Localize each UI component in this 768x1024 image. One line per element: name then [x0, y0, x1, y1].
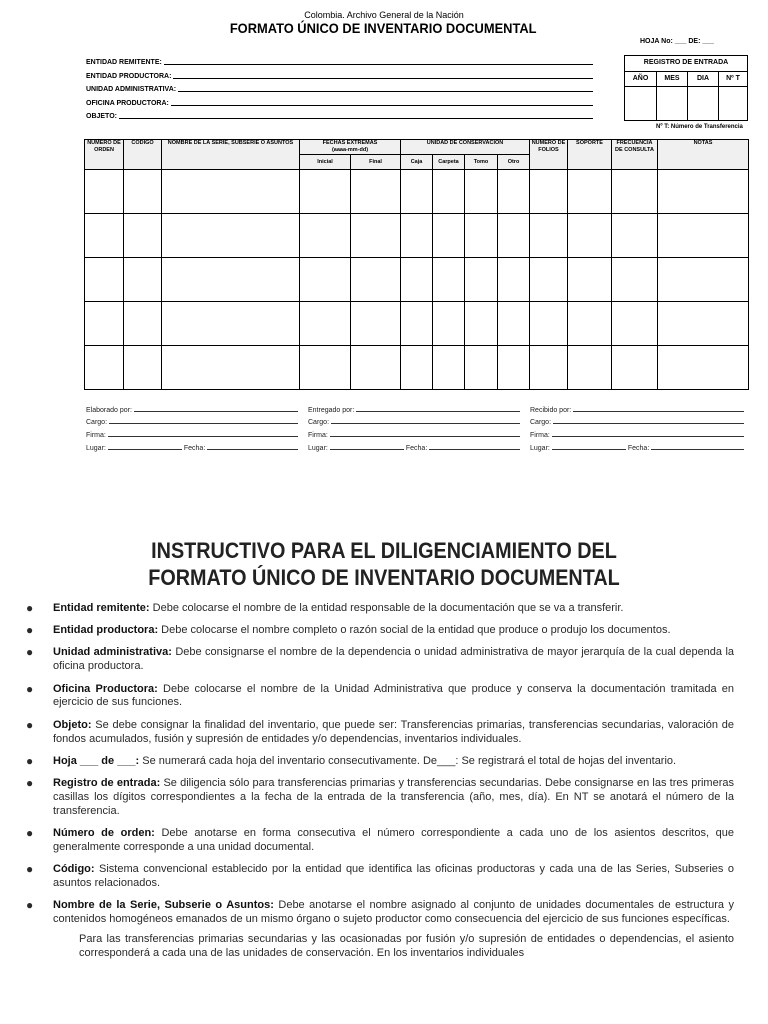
table-cell[interactable]: [351, 170, 401, 214]
instructivo-title-line2: FORMATO ÚNICO DE INVENTARIO DOCUMENTAL: [148, 565, 620, 590]
table-cell[interactable]: [300, 214, 351, 258]
table-cell[interactable]: [658, 302, 749, 346]
table-cell[interactable]: [498, 170, 530, 214]
list-item: [26, 899, 734, 927]
bullet-icon: ●: [26, 601, 34, 615]
table-cell[interactable]: [85, 258, 124, 302]
field-line: [171, 105, 593, 106]
bullet-icon: ●: [26, 862, 34, 877]
table-cell[interactable]: [124, 302, 162, 346]
signature-block-elaborado: [86, 401, 300, 452]
sig-firma-label: Firma:: [530, 432, 550, 440]
hoja-field: HOJA No: ___ DE: ___: [640, 38, 715, 45]
sig-role-label: Elaborado por:: [86, 406, 132, 414]
signature-block-entregado: [308, 401, 522, 452]
sig-firma-label: Firma:: [308, 432, 328, 440]
sig-role-label: Entregado por:: [308, 406, 355, 414]
field-label: UNIDAD ADMINISTRATIVA:: [86, 86, 177, 93]
item-term: Código:: [53, 863, 95, 876]
table-cell[interactable]: [658, 170, 749, 214]
table-cell[interactable]: [162, 214, 300, 258]
table-cell[interactable]: [300, 170, 351, 214]
item-term: Oficina Productora:: [53, 682, 158, 695]
item-term: Objeto:: [53, 718, 92, 731]
table-cell[interactable]: [85, 170, 124, 214]
table-cell[interactable]: [401, 346, 433, 390]
item-term: Número de orden:: [53, 826, 155, 839]
table-cell[interactable]: [433, 346, 465, 390]
table-cell[interactable]: [530, 214, 568, 258]
table-cell[interactable]: [530, 170, 568, 214]
cell-mes: [657, 87, 688, 120]
table-cell[interactable]: [401, 170, 433, 214]
item-text: Debe consignarse el nombre de la dependencia o unidad administrativa de mayor jerarquía de la cual dependa la oficina productora.: [53, 646, 734, 673]
header-numero-folios: NUMERO DE FOLIOS: [530, 140, 568, 170]
header-caja: Caja: [401, 155, 433, 170]
bullet-icon: ●: [26, 898, 34, 913]
table-cell[interactable]: [85, 346, 124, 390]
cell-ano: [625, 87, 657, 120]
table-cell[interactable]: [300, 302, 351, 346]
sig-cargo-label: Cargo:: [308, 419, 330, 427]
table-cell[interactable]: [465, 302, 498, 346]
col-dia: DIA: [688, 72, 719, 87]
header-carpeta: Carpeta: [433, 155, 465, 170]
item-text: Debe colocarse el nombre de la entidad responsable de la documentación que se va a transferir.: [149, 602, 624, 614]
table-cell[interactable]: [465, 346, 498, 390]
sig-line: [573, 411, 744, 412]
table-cell[interactable]: [124, 346, 162, 390]
table-cell[interactable]: [658, 258, 749, 302]
table-cell[interactable]: [300, 258, 351, 302]
table-row: [85, 258, 749, 302]
item-term: Entidad productora:: [53, 624, 159, 637]
table-cell[interactable]: [85, 302, 124, 346]
sig-line: [553, 423, 744, 424]
bullet-icon: ●: [26, 775, 34, 790]
sig-line: [330, 436, 520, 437]
item-term: Unidad administrativa:: [53, 646, 172, 659]
inventory-rows: [85, 170, 749, 390]
table-cell[interactable]: [124, 170, 162, 214]
objeto-field: [86, 109, 593, 120]
col-ano: AÑO: [625, 72, 657, 87]
unidad-administrativa-field: [86, 82, 593, 93]
field-label: ENTIDAD REMITENTE:: [86, 59, 162, 66]
col-mes: MES: [657, 72, 688, 87]
table-cell[interactable]: [351, 302, 401, 346]
table-cell[interactable]: [568, 346, 612, 390]
list-item: [26, 683, 734, 711]
archive-subtitle: Colombia. Archivo General de la Nación: [304, 10, 464, 20]
sig-line: [429, 449, 520, 450]
list-item: [26, 827, 734, 855]
cell-nt: [719, 87, 747, 120]
nt-note: Nº T: Número de Transferencia: [656, 124, 743, 130]
sig-firma-label: Firma:: [86, 432, 106, 440]
sig-cargo-label: Cargo:: [86, 419, 108, 427]
table-cell[interactable]: [401, 302, 433, 346]
table-cell[interactable]: [612, 170, 658, 214]
sig-line: [108, 436, 298, 437]
table-cell[interactable]: [498, 302, 530, 346]
table-cell[interactable]: [612, 258, 658, 302]
list-item: [26, 646, 734, 674]
registro-title: REGISTRO DE ENTRADA: [625, 56, 747, 72]
item-text: Se debe consignar la finalidad del inventario, que puede ser: Transferencias primarias, transferencias secundarias, valoración de fondos acumulados, fusión y supresión de entidades y/o dependencias, inventarios individuales.: [53, 718, 734, 745]
table-cell[interactable]: [465, 258, 498, 302]
header-notas: NOTAS: [658, 140, 749, 170]
registro-entrada-box: [624, 55, 748, 121]
form-title: FORMATO ÚNICO DE INVENTARIO DOCUMENTAL: [229, 20, 537, 36]
header-otro: Otro: [498, 155, 530, 170]
list-item: [26, 624, 734, 638]
header-soporte: SOPORTE: [568, 140, 612, 170]
item-text: Debe anotarse el nombre asignado al conjunto de unidades documentales de estructura y contenidos homogéneos emanados de un mismo órgano o sujeto productor como consecuencia del ejercicio de sus funciones específicas.: [53, 899, 734, 926]
table-cell[interactable]: [401, 258, 433, 302]
instructivo-title-line1: INSTRUCTIVO PARA EL DILIGENCIAMIENTO DEL: [151, 538, 617, 563]
trailing-paragraph: Para las transferencias primarias secundarias y las ocasionadas por fusión y/o supresión de entidades o dependencias, el asiento corresponderá a cada una de las unidades de conservación. En los inventarios individuales: [79, 933, 734, 960]
table-row: [85, 214, 749, 258]
sig-line: [207, 449, 298, 450]
sig-role-label: Recibido por:: [530, 406, 572, 414]
instructivo-title: [0, 537, 768, 591]
sig-line: [356, 411, 520, 412]
table-cell[interactable]: [162, 258, 300, 302]
fechas-label: FECHAS EXTREMAS: [322, 140, 378, 146]
list-item: [26, 602, 734, 616]
item-text: Se numerará cada hoja del inventario consecutivamente. De___: Se registrará el total de hojas del inventario.: [139, 754, 677, 767]
table-cell[interactable]: [433, 302, 465, 346]
item-text: Debe anotarse en forma consecutiva el número correspondiente a cada uno de los asientos descritos, que generalmente corresponde a una unidad documental.: [53, 826, 734, 853]
table-cell[interactable]: [300, 346, 351, 390]
table-cell[interactable]: [124, 258, 162, 302]
sig-line: [108, 449, 182, 450]
sig-line: [134, 411, 298, 412]
item-text: Sistema convencional establecido por la entidad que identifica las oficinas productoras y cada una de las Series, Subseries o asuntos relacionados.: [53, 863, 734, 889]
sig-fecha-label: Fecha:: [183, 444, 206, 452]
field-label: OBJETO:: [86, 113, 117, 120]
table-cell[interactable]: [568, 302, 612, 346]
table-row: [85, 302, 749, 346]
table-cell[interactable]: [433, 258, 465, 302]
list-item: [26, 755, 734, 769]
table-cell[interactable]: [612, 346, 658, 390]
bullet-icon: ●: [26, 753, 34, 768]
table-cell[interactable]: [498, 214, 530, 258]
item-text: Debe colocarse el nombre de la Unidad Administrativa que produce y conserva la documentación tramitada en ejercicio de sus funciones.: [53, 682, 735, 709]
table-cell[interactable]: [351, 346, 401, 390]
table-cell[interactable]: [465, 170, 498, 214]
bullet-icon: ●: [26, 623, 34, 638]
sig-cargo-label: Cargo:: [530, 419, 552, 427]
field-label: OFICINA PRODUCTORA:: [86, 99, 169, 107]
table-cell[interactable]: [351, 214, 401, 258]
cell-dia: [688, 87, 719, 120]
sig-fecha-label: Fecha:: [627, 444, 650, 452]
table-cell[interactable]: [162, 170, 300, 214]
entidad-productora-field: [86, 69, 593, 80]
item-term: Entidad remitente:: [53, 602, 150, 614]
header-fechas-extremas: [300, 140, 401, 155]
table-cell[interactable]: [568, 170, 612, 214]
instructivo-list: [26, 602, 734, 961]
header-final: Final: [351, 155, 401, 170]
field-line: [119, 118, 593, 119]
entidad-remitente-field: [86, 55, 593, 66]
sig-fecha-label: Fecha:: [405, 444, 428, 452]
table-cell[interactable]: [530, 258, 568, 302]
header-inicial: Inicial: [300, 155, 351, 170]
sig-line: [552, 436, 744, 437]
sig-lugar-label: Lugar:: [86, 444, 106, 452]
table-cell[interactable]: [612, 214, 658, 258]
table-cell[interactable]: [498, 258, 530, 302]
bullet-icon: ●: [26, 717, 34, 732]
table-cell[interactable]: [530, 302, 568, 346]
table-cell[interactable]: [658, 346, 749, 390]
fechas-format: (aaaa-mm-dd): [331, 146, 369, 153]
header-unidad-conservacion: UNIDAD DE CONSERVACIÓN: [401, 140, 530, 155]
table-cell[interactable]: [433, 214, 465, 258]
table-cell[interactable]: [351, 258, 401, 302]
list-item: [26, 777, 734, 819]
sig-line: [552, 449, 626, 450]
list-item: [26, 719, 734, 747]
field-line: [173, 78, 593, 79]
table-cell[interactable]: [530, 346, 568, 390]
table-cell[interactable]: [85, 214, 124, 258]
field-label: ENTIDAD PRODUCTORA:: [86, 72, 172, 80]
table-cell[interactable]: [124, 214, 162, 258]
item-term: Registro de entrada:: [53, 776, 161, 789]
item-text: Se diligencia sólo para transferencias primarias y transferencias secundarias. Debe consignarse en las tres primeras casillas los dígitos correspondientes a la fecha de la entrada de la transferencia (año, mes, día). En NT se anotará el número de la transferencia.: [53, 776, 734, 817]
sig-line: [109, 423, 298, 424]
table-cell[interactable]: [465, 214, 498, 258]
inventory-table: [84, 139, 749, 390]
table-cell[interactable]: [401, 214, 433, 258]
sig-lugar-label: Lugar:: [530, 444, 550, 452]
table-cell[interactable]: [162, 302, 300, 346]
table-cell[interactable]: [568, 258, 612, 302]
table-cell[interactable]: [433, 170, 465, 214]
table-cell[interactable]: [658, 214, 749, 258]
sig-line: [331, 423, 520, 424]
item-term: Nombre de la Serie, Subserie o Asuntos:: [53, 899, 274, 912]
sig-lugar-label: Lugar:: [308, 444, 328, 452]
col-nt: Nº T: [719, 72, 747, 87]
table-row: [85, 346, 749, 390]
table-cell[interactable]: [162, 346, 300, 390]
table-row: [85, 170, 749, 214]
bullet-icon: ●: [26, 645, 34, 660]
table-cell[interactable]: [612, 302, 658, 346]
header-nombre-serie: NOMBRE DE LA SERIE, SUBSERIE O ASUNTOS: [162, 140, 300, 170]
header-tomo: Tomo: [465, 155, 498, 170]
sig-line: [651, 449, 744, 450]
signature-block-recibido: [530, 401, 746, 452]
item-text: Debe colocarse el nombre completo o razón social de la entidad que produce o produjo los documentos.: [158, 624, 671, 637]
header-frecuencia-consulta: FRECUENCIA DE CONSULTA: [612, 140, 658, 170]
bullet-icon: ●: [26, 681, 34, 696]
table-cell[interactable]: [568, 214, 612, 258]
table-cell[interactable]: [498, 346, 530, 390]
bullet-icon: ●: [26, 825, 34, 840]
field-line: [164, 64, 593, 65]
header-numero-orden: NUMERO DE ORDEN: [85, 140, 124, 170]
field-line: [178, 91, 593, 92]
oficina-productora-field: [86, 96, 593, 107]
list-item: [26, 863, 734, 891]
sig-line: [330, 449, 404, 450]
item-term: Hoja ___ de ___:: [53, 754, 140, 767]
header-codigo: CODIGO: [124, 140, 162, 170]
